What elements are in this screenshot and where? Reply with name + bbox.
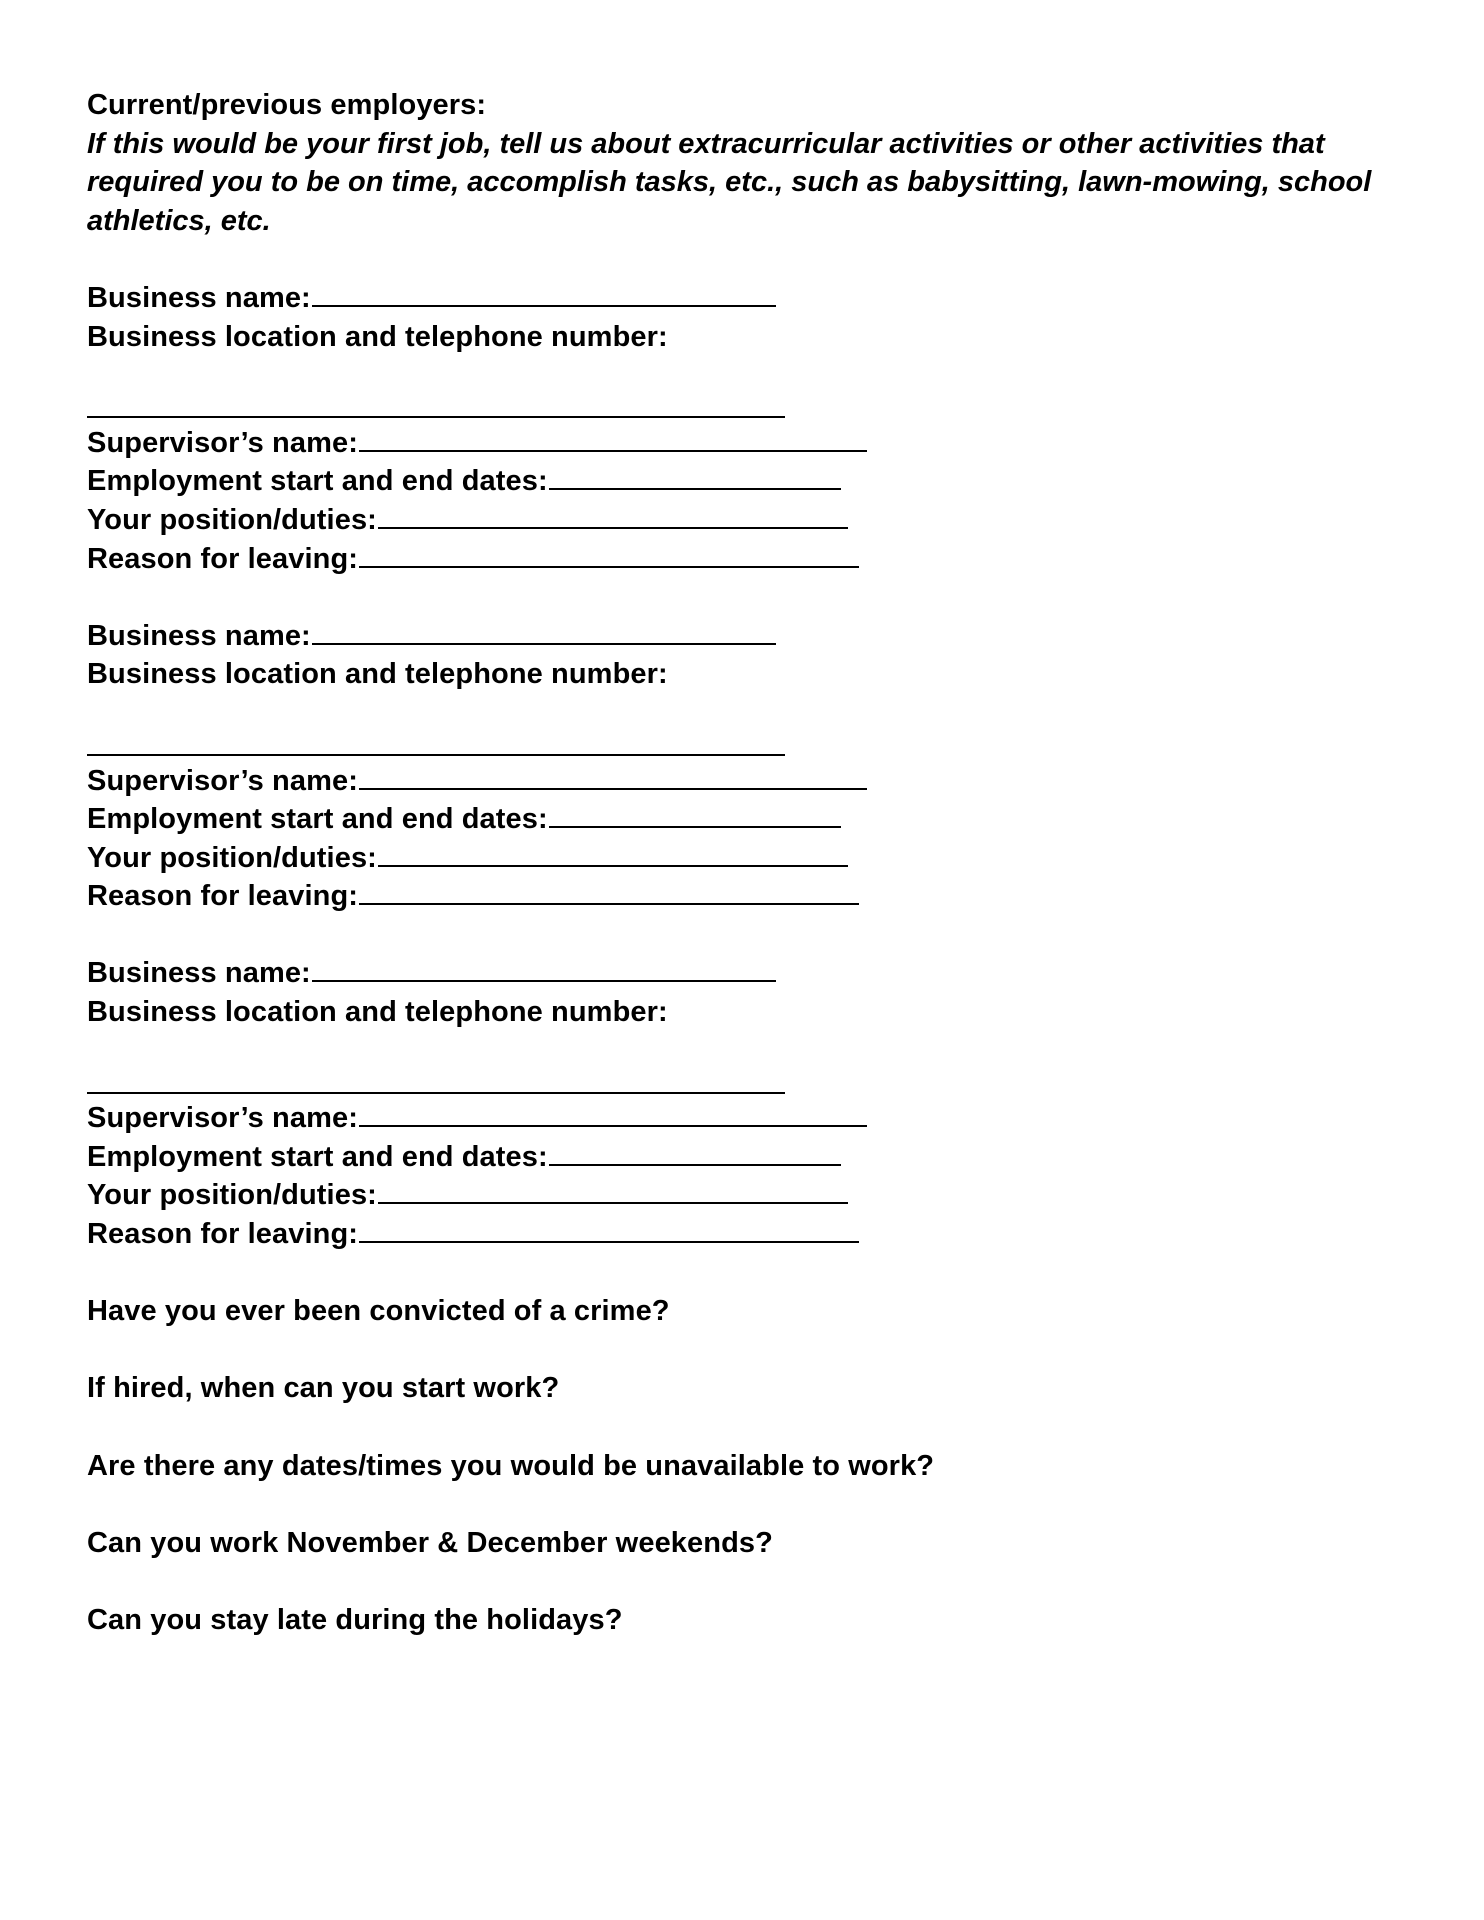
position-duties-field[interactable] bbox=[378, 526, 848, 529]
business-location-field[interactable] bbox=[87, 385, 1407, 424]
business-location-field[interactable] bbox=[87, 1061, 1407, 1100]
supervisor-name-label: Supervisor’s name: bbox=[87, 764, 358, 797]
business-location-label: Business location and telephone number: bbox=[87, 996, 668, 1029]
business-name-field[interactable] bbox=[312, 979, 776, 982]
additional-questions bbox=[87, 1292, 1407, 1639]
supervisor-name-field[interactable] bbox=[359, 449, 867, 452]
employment-dates-field[interactable] bbox=[549, 1163, 841, 1166]
employment-dates-label: Employment start and end dates: bbox=[87, 803, 548, 836]
employer-block-3 bbox=[87, 954, 1407, 1253]
position-duties-label: Your position/duties: bbox=[87, 841, 377, 874]
employment-application-page bbox=[87, 86, 1407, 1640]
position-duties-field[interactable] bbox=[378, 864, 848, 867]
employer-block-1 bbox=[87, 279, 1407, 578]
employment-dates-field[interactable] bbox=[549, 487, 841, 490]
reason-for-leaving-label: Reason for leaving: bbox=[87, 1218, 359, 1251]
question-holiday-weekends: Can you work November & December weekends? bbox=[87, 1526, 773, 1559]
business-name-label: Business name: bbox=[87, 619, 311, 652]
supervisor-name-label: Supervisor’s name: bbox=[87, 426, 358, 459]
reason-for-leaving-field[interactable] bbox=[359, 1240, 859, 1243]
business-name-label: Business name: bbox=[87, 281, 311, 314]
position-duties-label: Your position/duties: bbox=[87, 1179, 377, 1212]
employment-dates-field[interactable] bbox=[549, 825, 841, 828]
supervisor-name-label: Supervisor’s name: bbox=[87, 1102, 358, 1135]
first-job-instructions: If this would be your first job, tell us about extracurricular activities or other activities that required you to be on time, accomplish tasks, etc., such as babysitting, lawn-mowing, school athletics, etc. bbox=[87, 127, 1372, 237]
question-start-date: If hired, when can you start work? bbox=[87, 1372, 560, 1405]
supervisor-name-field[interactable] bbox=[359, 787, 867, 790]
reason-for-leaving-field[interactable] bbox=[359, 902, 859, 905]
employers-heading: Current/previous employers: bbox=[87, 89, 487, 121]
supervisor-name-field[interactable] bbox=[359, 1124, 867, 1127]
business-location-label: Business location and telephone number: bbox=[87, 320, 668, 353]
question-unavailable-dates: Are there any dates/times you would be unavailable to work? bbox=[87, 1449, 935, 1482]
position-duties-field[interactable] bbox=[378, 1201, 848, 1204]
question-criminal-conviction: Have you ever been convicted of a crime? bbox=[87, 1295, 670, 1328]
reason-for-leaving-label: Reason for leaving: bbox=[87, 880, 359, 913]
business-location-label: Business location and telephone number: bbox=[87, 658, 668, 691]
employment-dates-label: Employment start and end dates: bbox=[87, 1140, 548, 1173]
employment-dates-label: Employment start and end dates: bbox=[87, 465, 548, 498]
employer-block-2 bbox=[87, 617, 1407, 916]
reason-for-leaving-label: Reason for leaving: bbox=[87, 542, 359, 575]
position-duties-label: Your position/duties: bbox=[87, 503, 377, 536]
business-location-field[interactable] bbox=[87, 723, 1407, 762]
business-name-label: Business name: bbox=[87, 957, 311, 990]
business-name-field[interactable] bbox=[312, 642, 776, 645]
reason-for-leaving-field[interactable] bbox=[359, 565, 859, 568]
question-stay-late: Can you stay late during the holidays? bbox=[87, 1603, 623, 1636]
business-name-field[interactable] bbox=[312, 304, 776, 307]
